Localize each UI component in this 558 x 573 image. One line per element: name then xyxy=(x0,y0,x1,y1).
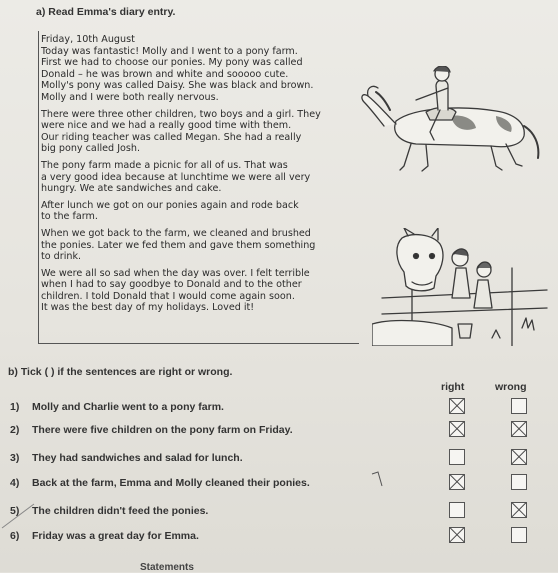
ponies-at-fence-illustration xyxy=(372,228,552,346)
column-header-wrong: wrong xyxy=(495,381,527,393)
wrong-checkbox[interactable] xyxy=(511,449,527,465)
wrong-checkbox[interactable] xyxy=(511,421,527,437)
statement-row xyxy=(10,401,224,413)
statement-text: Back at the farm, Emma and Molly cleaned their ponies. xyxy=(32,477,310,489)
part-a-heading: a) Read Emma's diary entry. xyxy=(36,6,176,18)
diary-line: There were three other children, two boys and a girl. They xyxy=(41,108,321,120)
right-checkbox[interactable] xyxy=(449,398,465,414)
diary-line: When we got back to the farm, we cleaned and brushed xyxy=(41,227,311,239)
diary-line: were nice and we had a really good time with them. xyxy=(41,120,292,132)
diary-line: hungry. We ate sandwiches and cake. xyxy=(41,183,222,195)
statement-number: 2) xyxy=(10,424,20,436)
diary-line: After lunch we got on our ponies again and rode back xyxy=(41,199,299,211)
diary-line: to the farm. xyxy=(41,211,98,223)
diary-line: children. I told Donald that I would come again soon. xyxy=(41,290,295,302)
diary-line: Donald – he was brown and white and sooooo cute. xyxy=(41,68,289,80)
statement-row xyxy=(10,424,293,436)
diary-line: when I had to say goodbye to Donald and to the other xyxy=(41,279,302,291)
right-checkbox[interactable] xyxy=(449,474,465,490)
diary-line: Molly and I were both really nervous. xyxy=(41,91,219,103)
part-b-heading: b) Tick ( ) if the sentences are right or wrong. xyxy=(8,366,233,378)
cut-off-footer-text: Statements xyxy=(140,562,194,573)
diary-entry xyxy=(41,34,359,314)
statement-row xyxy=(10,452,243,464)
statement-text: They had sandwiches and salad for lunch. xyxy=(32,452,243,464)
statement-number: 3) xyxy=(10,452,20,464)
wrong-checkbox[interactable] xyxy=(511,398,527,414)
statement-text: There were five children on the pony farm on Friday. xyxy=(32,424,293,436)
right-checkbox[interactable] xyxy=(449,421,465,437)
right-checkbox[interactable] xyxy=(449,527,465,543)
diary-line: Molly's pony was called Daisy. She was black and brown. xyxy=(41,80,314,92)
statement-text: Friday was a great day for Emma. xyxy=(32,530,199,542)
wrong-checkbox[interactable] xyxy=(511,502,527,518)
statement-text: The children didn't feed the ponies. xyxy=(32,505,209,517)
statement-number: 5) xyxy=(10,505,20,517)
diary-line: Our riding teacher was called Megan. She had a really xyxy=(41,131,302,143)
statement-row xyxy=(10,530,199,542)
diary-line: We were all so sad when the day was over. I felt terrible xyxy=(41,267,310,279)
diary-line: The pony farm made a picnic for all of us. That was xyxy=(41,159,288,171)
statement-row xyxy=(10,477,310,489)
pencil-mark xyxy=(0,500,40,530)
statement-number: 1) xyxy=(10,401,20,413)
diary-date: Friday, 10th August xyxy=(41,34,135,45)
rider-on-pony-illustration xyxy=(356,66,546,176)
right-checkbox[interactable] xyxy=(449,449,465,465)
statement-number: 6) xyxy=(10,530,20,542)
statement-text: Molly and Charlie went to a pony farm. xyxy=(32,401,224,413)
column-header-right: right xyxy=(441,381,465,393)
diary-line: First we had to choose our ponies. My pony was called xyxy=(41,57,303,69)
wrong-checkbox[interactable] xyxy=(511,474,527,490)
diary-line: the ponies. Later we fed them and gave them something xyxy=(41,239,316,251)
wrong-checkbox[interactable] xyxy=(511,527,527,543)
statement-number: 4) xyxy=(10,477,20,489)
diary-line: Today was fantastic! Molly and I went to a pony farm. xyxy=(41,45,298,57)
diary-line: to drink. xyxy=(41,251,82,263)
diary-line: It was the best day of my holidays. Loved it! xyxy=(41,302,255,314)
diary-line: a very good idea because at lunchtime we were all very xyxy=(41,171,311,183)
diary-line: big pony called Josh. xyxy=(41,143,141,155)
pencil-mark xyxy=(370,470,390,490)
right-checkbox[interactable] xyxy=(449,502,465,518)
